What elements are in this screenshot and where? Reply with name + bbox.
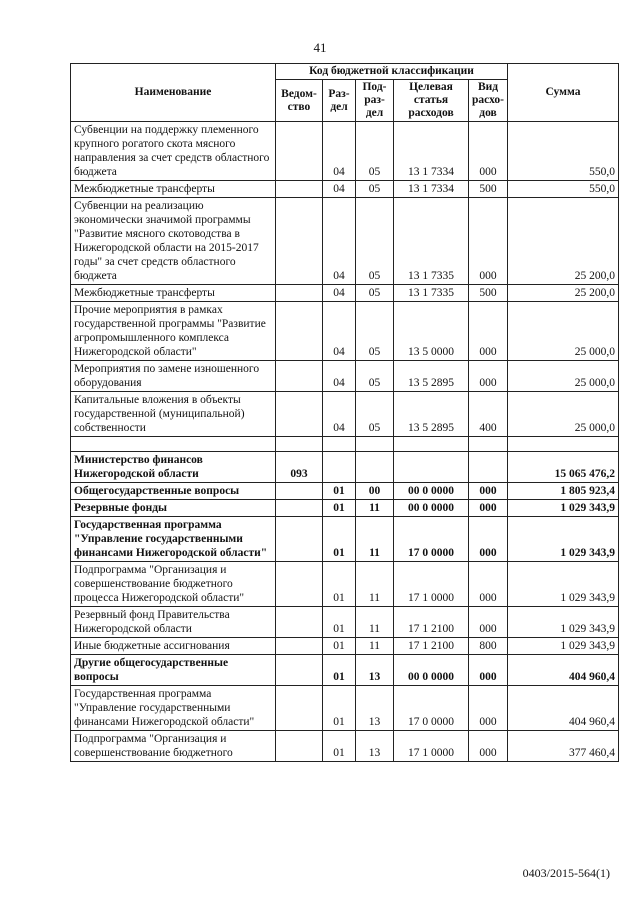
cell-name: Подпрограмма "Организация и совершенствование бюджетного процесса Нижегородской области" [71, 562, 276, 607]
cell-sum: 377 460,4 [508, 731, 619, 762]
cell-razdel: 04 [323, 181, 356, 198]
cell-vedomstvo [276, 686, 323, 731]
cell-podrazdel: 05 [356, 302, 394, 361]
cell-sum: 15 065 476,2 [508, 452, 619, 483]
cell-tselevaya-statya: 17 0 0000 [394, 686, 469, 731]
cell-razdel: 01 [323, 517, 356, 562]
cell-razdel: 04 [323, 392, 356, 437]
cell-tselevaya-statya: 00 0 0000 [394, 655, 469, 686]
table-row [71, 562, 619, 607]
cell-vid-raskhodov: 000 [469, 361, 508, 392]
table-row [71, 638, 619, 655]
cell-vid-raskhodov: 000 [469, 731, 508, 762]
cell-name: Межбюджетные трансферты [71, 181, 276, 198]
table-row [71, 392, 619, 437]
cell-sum: 1 029 343,9 [508, 500, 619, 517]
cell-name: Другие общегосударственные вопросы [71, 655, 276, 686]
table-row [71, 198, 619, 285]
budget-table [70, 63, 619, 762]
cell-tselevaya-statya: 13 5 2895 [394, 392, 469, 437]
header-podrazdel: Под-раз-дел [356, 80, 394, 122]
cell-podrazdel: 11 [356, 562, 394, 607]
cell-razdel: 04 [323, 361, 356, 392]
table-row [71, 731, 619, 762]
cell-vedomstvo [276, 607, 323, 638]
cell-sum: 404 960,4 [508, 686, 619, 731]
cell-vedomstvo [276, 731, 323, 762]
cell-vedomstvo [276, 392, 323, 437]
cell-podrazdel: 13 [356, 731, 394, 762]
cell-podrazdel: 05 [356, 181, 394, 198]
cell-vid-raskhodov: 400 [469, 392, 508, 437]
cell-name: Подпрограмма "Организация и совершенствование бюджетного [71, 731, 276, 762]
cell-tselevaya-statya [394, 452, 469, 483]
table-row [71, 607, 619, 638]
cell-tselevaya-statya: 13 1 7335 [394, 198, 469, 285]
header-code-group: Код бюджетной классификации [276, 64, 508, 80]
cell-podrazdel: 11 [356, 638, 394, 655]
cell-tselevaya-statya: 13 5 2895 [394, 361, 469, 392]
cell-vedomstvo [276, 517, 323, 562]
cell-podrazdel: 05 [356, 392, 394, 437]
spacer-cell [508, 437, 619, 452]
table-row [71, 122, 619, 181]
cell-tselevaya-statya: 00 0 0000 [394, 500, 469, 517]
cell-razdel: 01 [323, 607, 356, 638]
cell-razdel: 04 [323, 285, 356, 302]
cell-sum: 25 200,0 [508, 198, 619, 285]
table-row [71, 655, 619, 686]
cell-razdel: 01 [323, 731, 356, 762]
cell-vid-raskhodov: 000 [469, 302, 508, 361]
header-vedomstvo: Ведом-ство [276, 80, 323, 122]
table-row [71, 517, 619, 562]
cell-sum: 550,0 [508, 122, 619, 181]
spacer-cell [71, 437, 276, 452]
cell-podrazdel: 13 [356, 655, 394, 686]
table-header [71, 64, 619, 122]
cell-razdel: 01 [323, 483, 356, 500]
cell-razdel: 04 [323, 302, 356, 361]
cell-sum: 25 000,0 [508, 392, 619, 437]
cell-razdel: 01 [323, 500, 356, 517]
cell-vedomstvo [276, 302, 323, 361]
cell-name: Государственная программа "Управление государственными финансами Нижегородской области" [71, 517, 276, 562]
cell-name: Иные бюджетные ассигнования [71, 638, 276, 655]
cell-podrazdel: 11 [356, 607, 394, 638]
cell-tselevaya-statya: 13 5 0000 [394, 302, 469, 361]
header-vid-raskhodov: Вид расхо-дов [469, 80, 508, 122]
cell-sum: 1 029 343,9 [508, 607, 619, 638]
table-row [71, 285, 619, 302]
cell-tselevaya-statya: 17 1 0000 [394, 731, 469, 762]
spacer-cell [323, 437, 356, 452]
cell-podrazdel [356, 452, 394, 483]
cell-podrazdel: 05 [356, 122, 394, 181]
cell-tselevaya-statya: 17 1 0000 [394, 562, 469, 607]
cell-vedomstvo [276, 285, 323, 302]
cell-tselevaya-statya: 17 0 0000 [394, 517, 469, 562]
cell-podrazdel: 13 [356, 686, 394, 731]
cell-vid-raskhodov: 000 [469, 686, 508, 731]
cell-vedomstvo [276, 198, 323, 285]
cell-vedomstvo [276, 122, 323, 181]
cell-name: Мероприятия по замене изношенного оборудования [71, 361, 276, 392]
cell-tselevaya-statya: 13 1 7334 [394, 181, 469, 198]
cell-razdel: 01 [323, 638, 356, 655]
cell-vid-raskhodov: 500 [469, 181, 508, 198]
cell-razdel: 01 [323, 655, 356, 686]
cell-vid-raskhodov: 000 [469, 198, 508, 285]
cell-razdel: 01 [323, 686, 356, 731]
cell-sum: 404 960,4 [508, 655, 619, 686]
cell-tselevaya-statya: 13 1 7334 [394, 122, 469, 181]
cell-vid-raskhodov: 000 [469, 122, 508, 181]
cell-vid-raskhodov: 000 [469, 655, 508, 686]
cell-name: Резервный фонд Правительства Нижегородской области [71, 607, 276, 638]
spacer-cell [469, 437, 508, 452]
cell-name: Резервные фонды [71, 500, 276, 517]
cell-vid-raskhodov: 000 [469, 483, 508, 500]
cell-razdel: 04 [323, 198, 356, 285]
cell-vedomstvo [276, 562, 323, 607]
cell-sum: 1 029 343,9 [508, 562, 619, 607]
spacer-cell [394, 437, 469, 452]
cell-tselevaya-statya: 13 1 7335 [394, 285, 469, 302]
cell-name: Государственная программа "Управление государственными финансами Нижегородской области" [71, 686, 276, 731]
table-row [71, 361, 619, 392]
cell-name: Министерство финансов Нижегородской области [71, 452, 276, 483]
table-row [71, 452, 619, 483]
cell-name: Субвенции на реализацию экономически значимой программы "Развитие мясного скотоводства в Нижегородской области на 2015-2017 годы" за счет средств областного бюджета [71, 198, 276, 285]
cell-name: Прочие мероприятия в рамках государственной программы "Развитие агропромышленного комплекса Нижегородской области" [71, 302, 276, 361]
cell-name: Межбюджетные трансферты [71, 285, 276, 302]
table-row [71, 302, 619, 361]
cell-tselevaya-statya: 00 0 0000 [394, 483, 469, 500]
cell-name: Капитальные вложения в объекты государственной (муниципальной) собственности [71, 392, 276, 437]
spacer-cell [276, 437, 323, 452]
table-row [71, 500, 619, 517]
cell-name: Общегосударственные вопросы [71, 483, 276, 500]
cell-vid-raskhodov: 000 [469, 500, 508, 517]
cell-sum: 1 029 343,9 [508, 517, 619, 562]
document-code: 0403/2015-564(1) [522, 866, 610, 880]
table-row [71, 686, 619, 731]
cell-podrazdel: 05 [356, 361, 394, 392]
cell-tselevaya-statya: 17 1 2100 [394, 607, 469, 638]
cell-vedomstvo [276, 655, 323, 686]
cell-vedomstvo: 093 [276, 452, 323, 483]
cell-vid-raskhodov: 000 [469, 562, 508, 607]
cell-name: Субвенции на поддержку племенного крупного рогатого скота мясного направления за счет средств областного бюджета [71, 122, 276, 181]
header-tselevaya-statya: Целевая статья расходов [394, 80, 469, 122]
cell-vid-raskhodov [469, 452, 508, 483]
cell-sum: 25 000,0 [508, 361, 619, 392]
cell-tselevaya-statya: 17 1 2100 [394, 638, 469, 655]
cell-podrazdel: 00 [356, 483, 394, 500]
header-sum: Сумма [508, 64, 619, 122]
spacer-row [71, 437, 619, 452]
cell-sum: 25 000,0 [508, 302, 619, 361]
cell-razdel: 01 [323, 562, 356, 607]
cell-razdel [323, 452, 356, 483]
cell-sum: 1 029 343,9 [508, 638, 619, 655]
table-body [71, 122, 619, 762]
cell-razdel: 04 [323, 122, 356, 181]
cell-sum: 1 805 923,4 [508, 483, 619, 500]
cell-podrazdel: 11 [356, 500, 394, 517]
spacer-cell [356, 437, 394, 452]
table-row [71, 181, 619, 198]
cell-vid-raskhodov: 800 [469, 638, 508, 655]
cell-vid-raskhodov: 000 [469, 607, 508, 638]
cell-vedomstvo [276, 500, 323, 517]
header-name: Наименование [71, 64, 276, 122]
cell-podrazdel: 05 [356, 285, 394, 302]
header-razdel: Раз-дел [323, 80, 356, 122]
page-number: 41 [313, 40, 327, 55]
cell-sum: 550,0 [508, 181, 619, 198]
cell-vedomstvo [276, 361, 323, 392]
cell-podrazdel: 11 [356, 517, 394, 562]
cell-vedomstvo [276, 483, 323, 500]
cell-sum: 25 200,0 [508, 285, 619, 302]
table-row [71, 483, 619, 500]
cell-podrazdel: 05 [356, 198, 394, 285]
cell-vedomstvo [276, 638, 323, 655]
cell-vid-raskhodov: 000 [469, 517, 508, 562]
cell-vid-raskhodov: 500 [469, 285, 508, 302]
cell-vedomstvo [276, 181, 323, 198]
